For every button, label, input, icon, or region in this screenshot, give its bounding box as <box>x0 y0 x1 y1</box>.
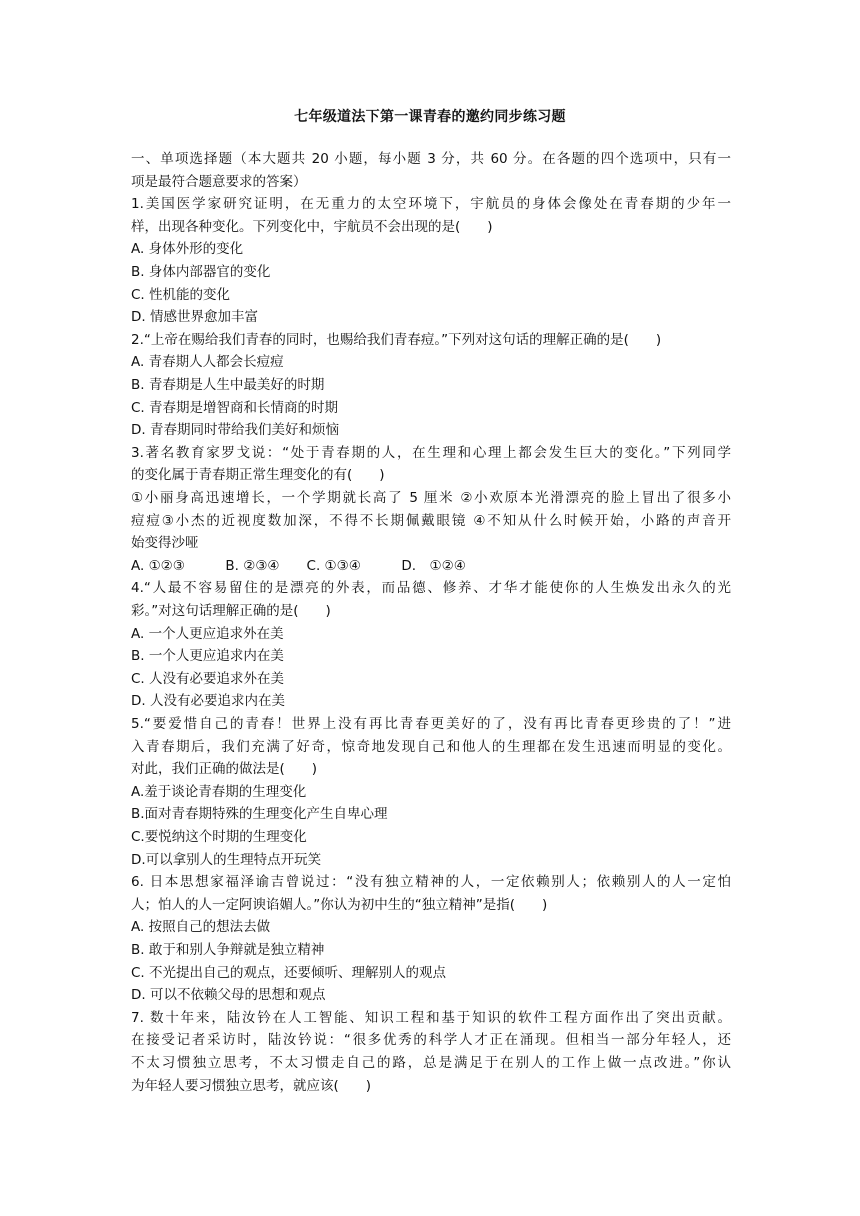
text-line: 7. 数十年来，陆汝钤在人工智能、知识工程和基于知识的软件工程方面作出了突出贡献。 <box>131 1009 731 1026</box>
text-line: 不太习惯独立思考，不太习惯走自己的路，总是满足于在别人的工作上做一点改进。”你认 <box>131 1055 731 1071</box>
text-line: A. 一个人更应追求外在美 <box>131 625 284 642</box>
text-line: 人；怕人的人一定阿谀谄媚人。”你认为初中生的“独立精神”是指( ) <box>131 896 548 913</box>
text-line: ①小丽身高迅速增长，一个学期就长高了 5 厘米 ②小欢原本光滑漂亮的脸上冒出了很多小 <box>131 490 731 506</box>
text-line: C.要悦纳这个时期的生理变化 <box>131 829 307 845</box>
text-line: C. 青春期是增智商和长情商的时期 <box>131 399 339 416</box>
text-line: 彩。”对这句话理解正确的是( ) <box>131 603 331 619</box>
text-line: A. 按照自己的想法去做 <box>131 919 271 936</box>
text-line: B. 青春期是人生中最美好的时期 <box>131 377 325 393</box>
text-line: 2.“上帝在赐给我们青春的同时，也赐给我们青春痘。”下列对这句话的理解正确的是( ) <box>131 331 662 348</box>
text-line: D. 可以不依赖父母的思想和观点 <box>131 987 326 1004</box>
text-line: 一、单项选择题（本大题共 20 小题，每小题 3 分，共 60 分。在各题的四个选项中，只有一 <box>131 151 731 167</box>
text-line: B. 一个人更应追求内在美 <box>131 648 284 665</box>
text-line: B.面对青春期特殊的生理变化产生自卑心理 <box>131 806 388 823</box>
text-line: 3.著名教育家罗戈说：“处于青春期的人，在生理和心理上都会发生巨大的变化。”下列同学 <box>131 444 731 461</box>
text-line: A. 身体外形的变化 <box>131 241 244 258</box>
text-line: 在接受记者采访时，陆汝钤说：“很多优秀的科学人才正在涌现。但相当一部分年轻人，还 <box>131 1032 731 1049</box>
text-line: 5.“要爱惜自己的青春！世界上没有再比青春更美好的了，没有再比青春更珍贵的了！”进 <box>131 716 731 732</box>
document-title: 七年级道法下第一课青春的邀约同步练习题 <box>294 109 566 125</box>
text-line: D. 青春期同时带给我们美好和烦恼 <box>131 422 339 439</box>
text-line: D.可以拿别人的生理特点开玩笑 <box>131 851 322 868</box>
text-line: 样，出现各种变化。下列变化中，宇航员不会出现的是( ) <box>131 218 493 235</box>
text-line: 4.“人最不容易留住的是漂亮的外表，而品德、修养、才华才能使你的人生焕发出永久的光 <box>131 580 731 597</box>
text-line: 6. 日本思想家福泽谕吉曾说过：“没有独立精神的人，一定依赖别人；依赖别人的人一定怕 <box>131 874 731 891</box>
text-line: C. 不光提出自己的观点，还要倾听、理解别人的观点 <box>131 964 447 981</box>
text-line: A. 青春期人人都会长痘痘 <box>131 354 284 371</box>
text-line: 为年轻人要习惯独立思考，就应该( ) <box>131 1077 372 1094</box>
text-line: 对此，我们正确的做法是( ) <box>131 761 318 778</box>
text-line: 的变化属于青春期正常生理变化的有( ) <box>131 467 385 484</box>
text-line: A. ①②③ B. ②③④ C. ①③④ D. ①②④ <box>131 557 466 574</box>
text-line: 入青春期后，我们充满了好奇，惊奇地发现自己和他人的生理都在发生迅速而明显的变化。 <box>131 738 731 755</box>
text-line: D. 人没有必要追求内在美 <box>131 693 285 710</box>
text-line: C. 人没有必要追求外在美 <box>131 670 285 687</box>
text-line: B. 敢于和别人争辩就是独立精神 <box>131 942 325 958</box>
text-line: C. 性机能的变化 <box>131 286 231 303</box>
text-line: 1.美国医学家研究证明，在无重力的太空环境下，宇航员的身体会像处在青春期的少年一 <box>131 196 731 213</box>
text-line: 痘痘③小杰的近视度数加深，不得不长期佩戴眼镜 ④不知从什么时候开始，小路的声音开 <box>131 512 731 529</box>
text-line: D. 情感世界愈加丰富 <box>131 309 258 326</box>
text-line: A.羞于谈论青春期的生理变化 <box>131 783 307 800</box>
text-line: B. 身体内部器官的变化 <box>131 264 271 280</box>
text-line: 项是最符合题意要求的答案） <box>131 173 307 190</box>
text-line: 始变得沙哑 <box>131 535 199 552</box>
